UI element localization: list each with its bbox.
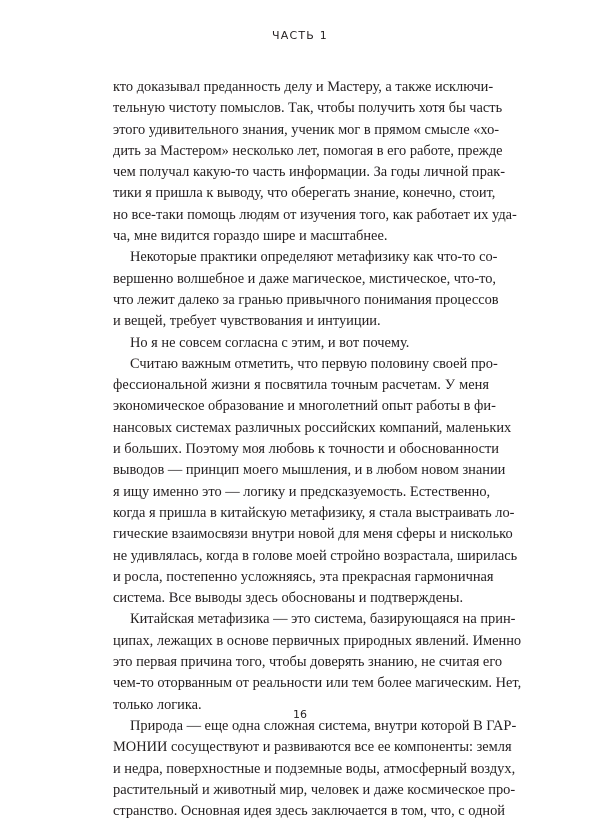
text-line: гические взаимосвязи внутри новой для меня сферы и нисколько: [113, 526, 513, 543]
text-line: этого удивительного знания, ученик мог в прямом смысле «хо-: [113, 121, 500, 138]
text-line: Но я не совсем согласна с этим, и вот почему.: [130, 334, 410, 351]
text-line: и больших. Поэтому моя любовь к точности и обоснованности: [113, 441, 500, 458]
text-line: тельную чистоту помыслов. Так, чтобы получить хотя бы часть: [113, 100, 503, 117]
text-line: ципах, лежащих в основе первичных природных явлений. Именно: [113, 632, 522, 649]
running-head: ЧАСТЬ 1: [272, 29, 328, 42]
text-line: ча, мне видится гораздо шире и масштабнее.: [113, 228, 388, 245]
text-line: растительный и животный мир, человек и даже космическое про-: [113, 781, 516, 798]
text-line: нансовых системах различных российских компаний, маленьких: [113, 419, 512, 436]
text-line: что лежит далеко за гранью привычного понимания процессов: [113, 291, 499, 308]
text-line: экономическое образование и многолетний опыт работы в фи-: [113, 398, 496, 415]
text-line: странство. Основная идея здесь заключается в том, что, с одной: [113, 803, 505, 820]
text-line: выводов — принцип моего мышления, и в любом новом знании: [113, 462, 506, 479]
paragraph: [113, 354, 518, 610]
text-line: дить за Мастером» несколько лет, помогая в его работе, прежде: [113, 142, 503, 159]
text-line: это первая причина того, чтобы доверять знанию, не считая его: [113, 654, 503, 671]
text-line: Природа — еще одна сложная система, внутри которой В ГАР-: [130, 717, 517, 734]
text-line: МОНИИ сосуществуют и развиваются все ее компоненты: земля: [113, 739, 512, 756]
text-line: система. Все выводы здесь обоснованы и подтверждены.: [113, 590, 464, 607]
text-line: и недра, поверхностные и подземные воды, атмосферный воздух,: [113, 760, 516, 777]
text-line: Некоторые практики определяют метафизику как что-то со-: [130, 249, 498, 266]
text-line: только логика.: [113, 696, 202, 713]
paragraph: [113, 609, 522, 715]
paragraph: [113, 247, 499, 332]
paragraph: [113, 716, 517, 822]
text-line: и вещей, требует чувствования и интуиции.: [113, 313, 381, 330]
text-line: тики я пришла к выводу, что оберегать знание, конечно, стоит,: [113, 185, 496, 202]
text-line: кто доказывал преданность делу и Мастеру, а также исключи-: [113, 79, 494, 95]
text-line: вершенно волшебное и даже магическое, мистическое, что-то,: [113, 270, 497, 287]
paragraph: [113, 77, 517, 247]
text-line: чем получал какую-то часть информации. За годы личной прак-: [113, 164, 506, 181]
text-line: чем-то оторванным от реальности или тем более магическим. Нет,: [113, 675, 522, 692]
page-number: 16: [293, 708, 307, 721]
text-line: когда я пришла в китайскую метафизику, я стала выстраивать ло-: [113, 504, 515, 521]
text-line: не удивлялась, когда в голове моей стройно возрастала, ширилась: [113, 547, 518, 564]
text-line: Китайская метафизика — это система, базирующаяся на прин-: [130, 611, 516, 628]
paragraph: [113, 333, 489, 354]
text-line: но все-таки помощь людям от изучения того, как работает их уда-: [113, 206, 517, 223]
text-line: и росла, постепенно усложняясь, эта прекрасная гармоничная: [113, 568, 494, 585]
text-line: Считаю важным отметить, что первую половину своей про-: [130, 355, 498, 372]
text-line: фессиональной жизни я посвятила точным расчетам. У меня: [113, 377, 489, 394]
text-line: я ищу именно это — логику и предсказуемость. Естественно,: [113, 483, 491, 500]
